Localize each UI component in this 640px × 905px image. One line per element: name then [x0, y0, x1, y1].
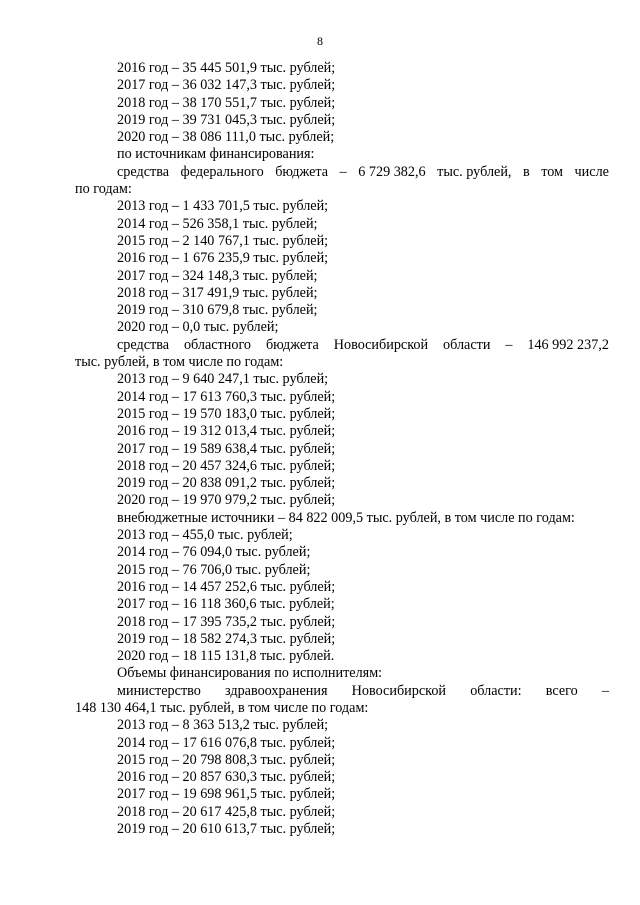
- extrabudget-line-2015: 2015 год – 76 706,0 тыс. рублей;: [117, 561, 311, 578]
- extrabudget-line-2017: 2017 год – 16 118 360,6 тыс. рублей;: [117, 596, 335, 613]
- word: федерального: [180, 163, 264, 180]
- section-heading-executors: Объемы финансирования по исполнителям:: [117, 665, 383, 682]
- word: Новосибирской: [333, 336, 429, 353]
- regional-line-2015: 2015 год – 19 570 183,0 тыс. рублей;: [117, 405, 336, 422]
- regional-budget-intro-cont: тыс. рублей, в том числе по годам:: [75, 354, 284, 371]
- word: всего: [545, 682, 578, 699]
- section-heading-sources: по источникам финансирования:: [117, 146, 315, 163]
- ministry-line-2016: 2016 год – 20 857 630,3 тыс. рублей;: [117, 769, 336, 786]
- ministry-line-2017: 2017 год – 19 698 961,5 тыс. рублей;: [117, 786, 336, 803]
- word: области:: [470, 682, 522, 699]
- federal-line-2013: 2013 год – 1 433 701,5 тыс. рублей;: [117, 198, 329, 215]
- word: областного: [183, 336, 252, 353]
- word: средства: [117, 336, 170, 353]
- word: министерство: [117, 682, 201, 699]
- word: тыс. рублей,: [437, 163, 512, 180]
- regional-line-2020: 2020 год – 19 970 979,2 тыс. рублей;: [117, 492, 336, 509]
- ministry-line-2015: 2015 год – 20 798 808,3 тыс. рублей;: [117, 751, 336, 768]
- ministry-line-2014: 2014 год – 17 616 076,8 тыс. рублей;: [117, 734, 336, 751]
- funding-line-2018-total: 2018 год – 38 170 551,7 тыс. рублей;: [117, 94, 336, 111]
- regional-line-2019: 2019 год – 20 838 091,2 тыс. рублей;: [117, 475, 336, 492]
- extrabudget-line-2014: 2014 год – 76 094,0 тыс. рублей;: [117, 544, 311, 561]
- regional-line-2018: 2018 год – 20 457 324,6 тыс. рублей;: [117, 457, 336, 474]
- word: 6 729 382,6: [358, 163, 426, 180]
- extrabudget-line-2016: 2016 год – 14 457 252,6 тыс. рублей;: [117, 578, 336, 595]
- funding-line-2016-total: 2016 год – 35 445 501,9 тыс. рублей;: [117, 60, 336, 76]
- federal-budget-intro-cont: по годам:: [75, 181, 132, 198]
- word: –: [339, 163, 347, 180]
- funding-line-2020-total: 2020 год – 38 086 111,0 тыс. рублей;: [117, 129, 335, 146]
- federal-line-2015: 2015 год – 2 140 767,1 тыс. рублей;: [117, 232, 329, 249]
- word: здравоохранения: [225, 682, 328, 699]
- federal-line-2020: 2020 год – 0,0 тыс. рублей;: [117, 319, 279, 336]
- extrabudget-line-2019: 2019 год – 18 582 274,3 тыс. рублей;: [117, 630, 336, 647]
- extrabudget-intro: внебюджетные источники – 84 822 009,5 тыс. рублей, в том числе по годам:: [117, 509, 575, 526]
- federal-line-2017: 2017 год – 324 148,3 тыс. рублей;: [117, 267, 318, 284]
- word: числе: [574, 163, 609, 180]
- funding-line-2017-total: 2017 год – 36 032 147,3 тыс. рублей;: [117, 77, 336, 94]
- page-number: 8: [317, 34, 323, 48]
- word: области: [443, 336, 491, 353]
- ministry-line-2013: 2013 год – 8 363 513,2 тыс. рублей;: [117, 717, 329, 734]
- ministry-intro-cont: 148 130 464,1 тыс. рублей, в том числе по годам:: [75, 699, 369, 716]
- extrabudget-line-2020: 2020 год – 18 115 131,8 тыс. рублей.: [117, 648, 335, 665]
- regional-line-2016: 2016 год – 19 312 013,4 тыс. рублей;: [117, 423, 336, 440]
- word: средства: [117, 163, 170, 180]
- regional-line-2017: 2017 год – 19 589 638,4 тыс. рублей;: [117, 440, 336, 457]
- word: бюджета: [275, 163, 329, 180]
- funding-line-2019-total: 2019 год – 39 731 045,3 тыс. рублей;: [117, 111, 336, 128]
- federal-line-2018: 2018 год – 317 491,9 тыс. рублей;: [117, 284, 318, 301]
- ministry-intro: [75, 683, 609, 700]
- regional-line-2014: 2014 год – 17 613 760,3 тыс. рублей;: [117, 388, 336, 405]
- word: в: [522, 163, 530, 180]
- regional-budget-intro: [75, 337, 609, 354]
- federal-line-2014: 2014 год – 526 358,1 тыс. рублей;: [117, 215, 318, 232]
- extrabudget-line-2018: 2018 год – 17 395 735,2 тыс. рублей;: [117, 613, 336, 630]
- word: –: [505, 336, 513, 353]
- word: –: [601, 682, 609, 699]
- ministry-line-2019: 2019 год – 20 610 613,7 тыс. рублей;: [117, 821, 336, 838]
- federal-line-2019: 2019 год – 310 679,8 тыс. рублей;: [117, 302, 318, 319]
- ministry-line-2018: 2018 год – 20 617 425,8 тыс. рублей;: [117, 803, 336, 820]
- word: том: [541, 163, 564, 180]
- document-body: [75, 60, 609, 838]
- federal-line-2016: 2016 год – 1 676 235,9 тыс. рублей;: [117, 250, 329, 267]
- word: Новосибирской: [351, 682, 447, 699]
- word: бюджета: [265, 336, 319, 353]
- regional-line-2013: 2013 год – 9 640 247,1 тыс. рублей;: [117, 371, 329, 388]
- federal-budget-intro: [75, 164, 609, 181]
- extrabudget-line-2013: 2013 год – 455,0 тыс. рублей;: [117, 527, 293, 544]
- word: 146 992 237,2: [527, 336, 609, 353]
